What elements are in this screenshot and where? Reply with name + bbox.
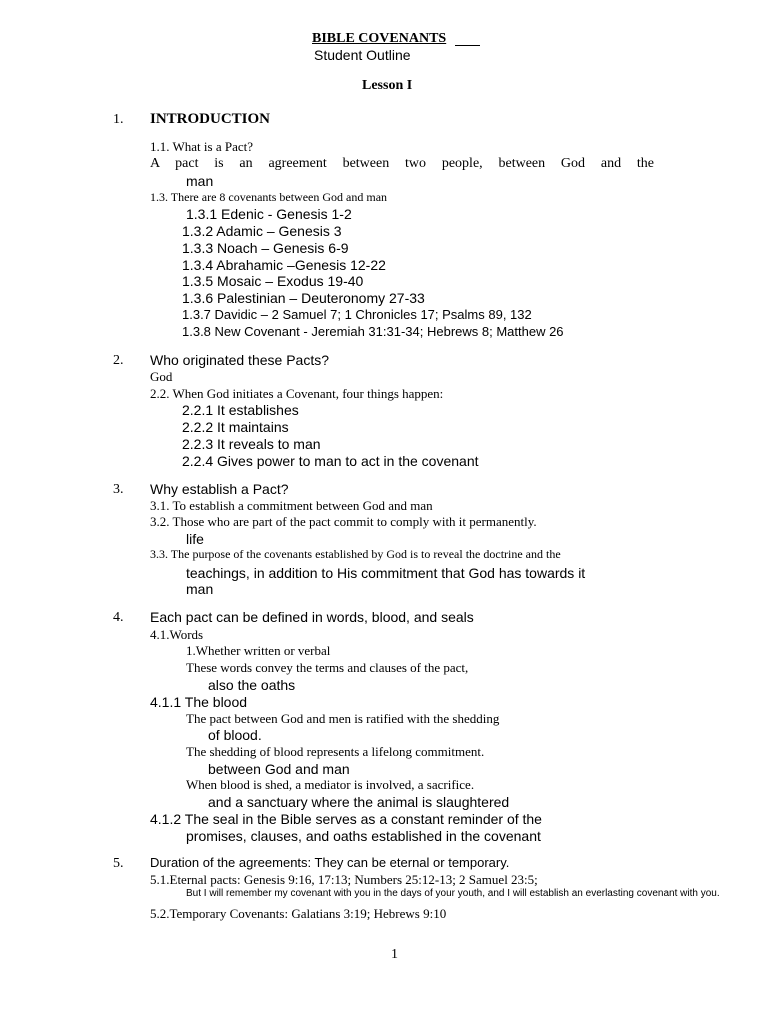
section-4-subheading: 4.1.1 The blood — [150, 694, 248, 710]
covenant-list-item: 1.3.1 Edenic - Genesis 1-2 — [186, 206, 352, 222]
section-3-line: 3.2. Those who are part of the pact commit to comply with it permanently. — [150, 514, 537, 529]
section-2-title: Who originated these Pacts? — [150, 352, 329, 368]
section-4-line: When blood is shed, a mediator is involved, a sacrifice. — [186, 777, 475, 792]
section-3-line: 3.3. The purpose of the covenants established by God is to reveal the doctrine and the — [150, 547, 561, 561]
section-3-line: life — [186, 531, 204, 547]
covenant-list-item: 1.3.4 Abrahamic –Genesis 12-22 — [182, 257, 386, 273]
section-5-quote: But I will remember my covenant with you in the days of your youth, and I will establish an everlasting covenant with you. — [186, 888, 720, 899]
title-underline-extension — [455, 45, 480, 46]
section-1-line: 1.1. What is a Pact? — [150, 139, 254, 154]
section-4-number: 4. — [113, 610, 124, 625]
section-4-line: The shedding of blood represents a lifelong commitment. — [186, 744, 485, 759]
section-3-line: teachings, in addition to His commitment that God has towards it — [186, 565, 586, 581]
section-3-number: 3. — [113, 482, 124, 497]
section-3-line: man — [186, 581, 214, 597]
section-4-line: promises, clauses, and oaths established in the covenant — [186, 828, 541, 844]
section-2-item: 2.2.2 It maintains — [182, 419, 289, 435]
section-4-line: and a sanctuary where the animal is slaughtered — [208, 794, 510, 810]
section-1-line: A pact is an agreement between two people, between God and the — [150, 156, 654, 171]
section-5-line: 5.1.Eternal pacts: Genesis 9:16, 17:13; Numbers 25:12-13; 2 Samuel 23:5; — [150, 872, 538, 887]
section-4-line: also the oaths — [208, 677, 296, 693]
covenant-list-item: 1.3.7 Davidic – 2 Samuel 7; 1 Chronicles 17; Psalms 89, 132 — [182, 307, 532, 322]
section-4-line: of blood. — [208, 727, 262, 743]
section-2-item: 2.2.3 It reveals to man — [182, 436, 321, 452]
section-1-number: 1. — [113, 112, 124, 127]
section-4-line: 1.Whether written or verbal — [186, 643, 331, 658]
section-1-title: INTRODUCTION — [150, 111, 271, 127]
section-1-line: 1.3. There are 8 covenants between God and man — [150, 190, 388, 204]
section-2-item: 2.2.4 Gives power to man to act in the covenant — [182, 453, 479, 469]
section-4-title: Each pact can be defined in words, blood, and seals — [150, 609, 474, 625]
document-title: BIBLE COVENANTS — [312, 31, 447, 46]
covenant-list-item: 1.3.3 Noach – Genesis 6-9 — [182, 240, 349, 256]
section-2-line: 2.2. When God initiates a Covenant, four things happen: — [150, 386, 444, 401]
section-5-title: Duration of the agreements: They can be eternal or temporary. — [150, 855, 510, 870]
covenant-list-item: 1.3.6 Palestinian – Deuteronomy 27-33 — [182, 290, 425, 306]
page-number: 1 — [391, 947, 398, 962]
section-4-subheading: 4.1.2 The seal in the Bible serves as a constant reminder of the — [150, 811, 542, 827]
section-5-line: 5.2.Temporary Covenants: Galatians 3:19; Hebrews 9:10 — [150, 906, 447, 921]
covenant-list-item: 1.3.8 New Covenant - Jeremiah 31:31-34; Hebrews 8; Matthew 26 — [182, 324, 564, 339]
section-3-title: Why establish a Pact? — [150, 481, 289, 497]
section-2-item: 2.2.1 It establishes — [182, 402, 299, 418]
section-5-number: 5. — [113, 856, 124, 871]
section-4-line: These words convey the terms and clauses of the pact, — [186, 660, 469, 675]
document-subtitle: Student Outline — [314, 47, 411, 63]
section-4-line: 4.1.Words — [150, 627, 204, 642]
section-3-line: 3.1. To establish a commitment between God and man — [150, 498, 433, 513]
section-4-line: The pact between God and men is ratified with the shedding — [186, 711, 500, 726]
covenant-list-item: 1.3.5 Mosaic – Exodus 19-40 — [182, 273, 364, 289]
covenant-list-item: 1.3.2 Adamic – Genesis 3 — [182, 223, 342, 239]
section-1-line: man — [186, 173, 214, 189]
section-2-line: God — [150, 369, 173, 384]
section-2-number: 2. — [113, 353, 124, 368]
lesson-label: Lesson I — [362, 78, 413, 93]
section-4-line: between God and man — [208, 761, 350, 777]
